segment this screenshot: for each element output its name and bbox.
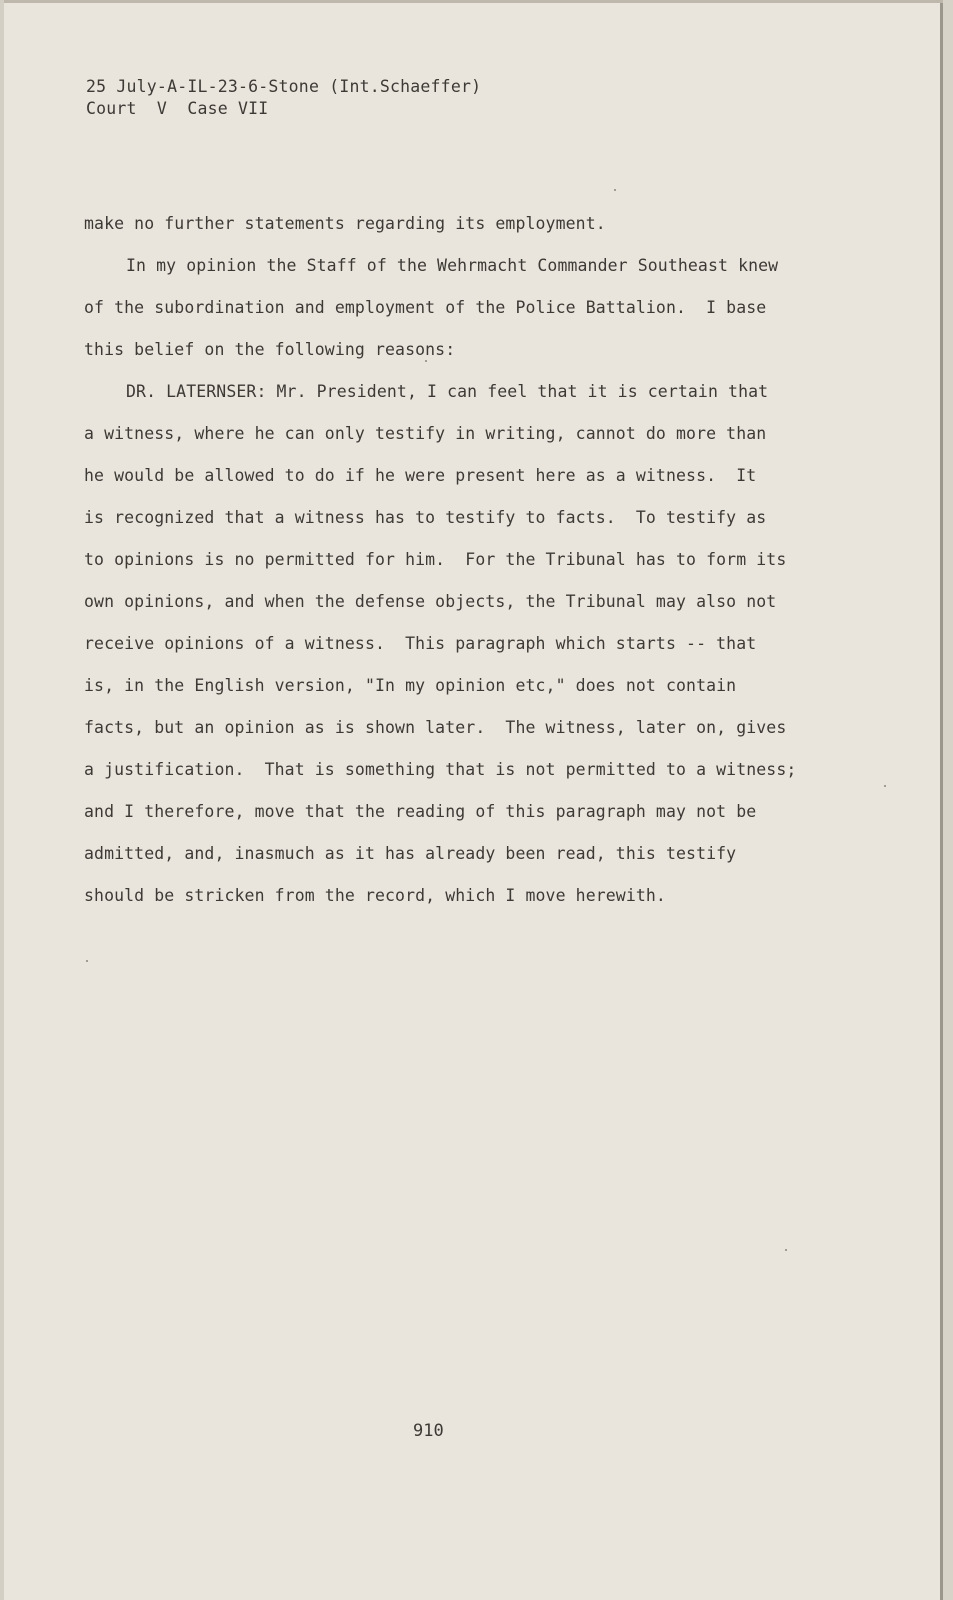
paper-speck <box>425 360 427 362</box>
opinion-paragraph-line: of the subordination and employment of the Police Battalion. I base <box>84 298 767 317</box>
page-top-edge <box>0 0 943 3</box>
header-date-line: 25 July-A-IL-23-6-Stone (Int.Schaeffer) <box>86 77 482 96</box>
paper-speck <box>884 785 886 787</box>
laternser-paragraph-line: is, in the English version, "In my opinion etc," does not contain <box>84 676 737 695</box>
opinion-paragraph-line: In my opinion the Staff of the Wehrmacht Commander Southeast knew <box>126 256 779 275</box>
laternser-paragraph-line: own opinions, and when the defense objects, the Tribunal may also not <box>84 592 777 611</box>
laternser-paragraph-line: receive opinions of a witness. This paragraph which starts -- that <box>84 634 757 653</box>
laternser-paragraph-line: a justification. That is something that is not permitted to a witness; <box>84 760 797 779</box>
laternser-paragraph-line: to opinions is no permitted for him. For the Tribunal has to form its <box>84 550 787 569</box>
transcript-body <box>84 203 824 917</box>
laternser-paragraph-line: a witness, where he can only testify in writing, cannot do more than <box>84 424 767 443</box>
opinion-paragraph-line: this belief on the following reasons: <box>84 340 456 359</box>
paper-speck <box>785 1249 787 1251</box>
page-left-edge <box>0 0 4 1600</box>
laternser-paragraph-line: and I therefore, move that the reading of this paragraph may not be <box>84 802 757 821</box>
paper-speck <box>86 960 88 962</box>
document-header <box>86 76 481 120</box>
laternser-paragraph-line: DR. LATERNSER: Mr. President, I can feel that it is certain that <box>126 382 769 401</box>
laternser-paragraph-line: he would be allowed to do if he were present here as a witness. It <box>84 466 757 485</box>
page-number: 910 <box>413 1421 444 1441</box>
laternser-paragraph-line: should be stricken from the record, which I move herewith. <box>84 886 666 905</box>
laternser-paragraph-line: admitted, and, inasmuch as it has already been read, this testify <box>84 844 737 863</box>
paper-speck <box>614 189 616 191</box>
laternser-paragraph-line: facts, but an opinion as is shown later. The witness, later on, gives <box>84 718 787 737</box>
header-court-line: Court V Case VII <box>86 99 269 118</box>
paragraph-continuation-line: make no further statements regarding its employment. <box>84 214 606 233</box>
laternser-paragraph-line: is recognized that a witness has to testify to facts. To testify as <box>84 508 767 527</box>
